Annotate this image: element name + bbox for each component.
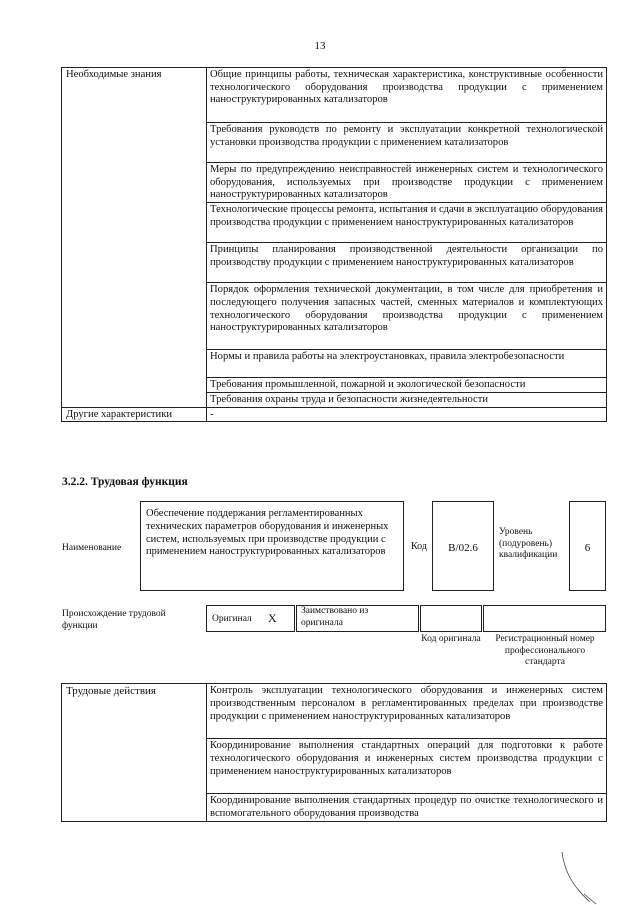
original-code-cell <box>420 605 482 632</box>
function-name: Обеспечение поддержания регламентированных технических параметров оборудования и инженерных систем, используемых при производстве продукции с применением наноструктурированных катализаторов <box>140 501 404 591</box>
knowledge-item: Нормы и правила работы на электроустановках, правила электробезопасности <box>207 350 607 378</box>
knowledge-item: Требования промышленной, пожарной и экологической безопасности <box>207 378 607 393</box>
knowledge-item: Требования охраны труда и безопасности жизнедеятельности <box>207 392 607 407</box>
reg-number-cell <box>483 605 606 632</box>
original-label: Оригинал <box>212 614 252 624</box>
actions-table <box>61 683 607 822</box>
section-title: 3.2.2. Трудовая функция <box>62 476 188 488</box>
code-caption: Код оригинала <box>421 634 481 644</box>
action-item: Контроль эксплуатации технологического оборудования и инженерных систем производственным персоналом в регламентированных пределах при производстве продукции с применением наноструктурированных катализаторов <box>207 684 607 739</box>
function-code: B/02.6 <box>432 501 494 591</box>
name-label: Наименование <box>62 543 122 553</box>
knowledge-item: Требования руководств по ремонту и эксплуатации конкретной технологической установки производства продукции с применением катализаторов <box>207 123 607 163</box>
action-item: Координирование выполнения стандартных процедур по очистке технологического и вспомогательного оборудования производства <box>207 794 607 822</box>
other-value: - <box>207 407 607 422</box>
original-mark: X <box>268 611 277 625</box>
reg-caption: Регистрационный номер профессионального стандарта <box>495 634 595 667</box>
actions-label: Трудовые действия <box>62 684 207 822</box>
knowledge-label: Необходимые знания <box>62 68 207 408</box>
knowledge-item: Меры по предупреждению неисправностей инженерных систем и технологического оборудования, используемых при производстве продукции с применением наноструктурированных катализаторов <box>207 163 607 203</box>
action-item: Координирование выполнения стандартных операций для подготовки к работе технологического оборудования и инженерных систем производства продукции с применением наноструктурированных катализаторов <box>207 739 607 794</box>
origin-label: Происхождение трудовой функции <box>62 609 166 631</box>
knowledge-item: Технологические процессы ремонта, испытания и сдачи в эксплуатацию оборудования производства продукции с применением наноструктурированных катализаторов <box>207 203 607 243</box>
qualification-level: 6 <box>569 501 606 591</box>
pen-mark <box>540 850 600 905</box>
level-label: Уровень (подуровень) квалификации <box>499 527 558 560</box>
knowledge-table <box>61 67 607 422</box>
knowledge-item: Принципы планирования производственной деятельности организации по производству продукции с применением наноструктурированных катализаторов <box>207 243 607 283</box>
page-number: 13 <box>314 40 326 52</box>
borrowed-label: Заимствовано из оригинала <box>301 606 369 628</box>
other-label: Другие характеристики <box>62 407 207 422</box>
code-label: Код <box>411 541 427 552</box>
knowledge-item: Общие принципы работы, техническая характеристика, конструктивные особенности технологического оборудования производства продукции с применением наноструктурированных катализаторов <box>207 68 607 123</box>
knowledge-item: Порядок оформления технической документации, в том числе для приобретения и последующего получения запасных частей, сменных материалов и комплектующих технологического оборудования производства продукции с применением наноструктурированных катализаторов <box>207 283 607 350</box>
